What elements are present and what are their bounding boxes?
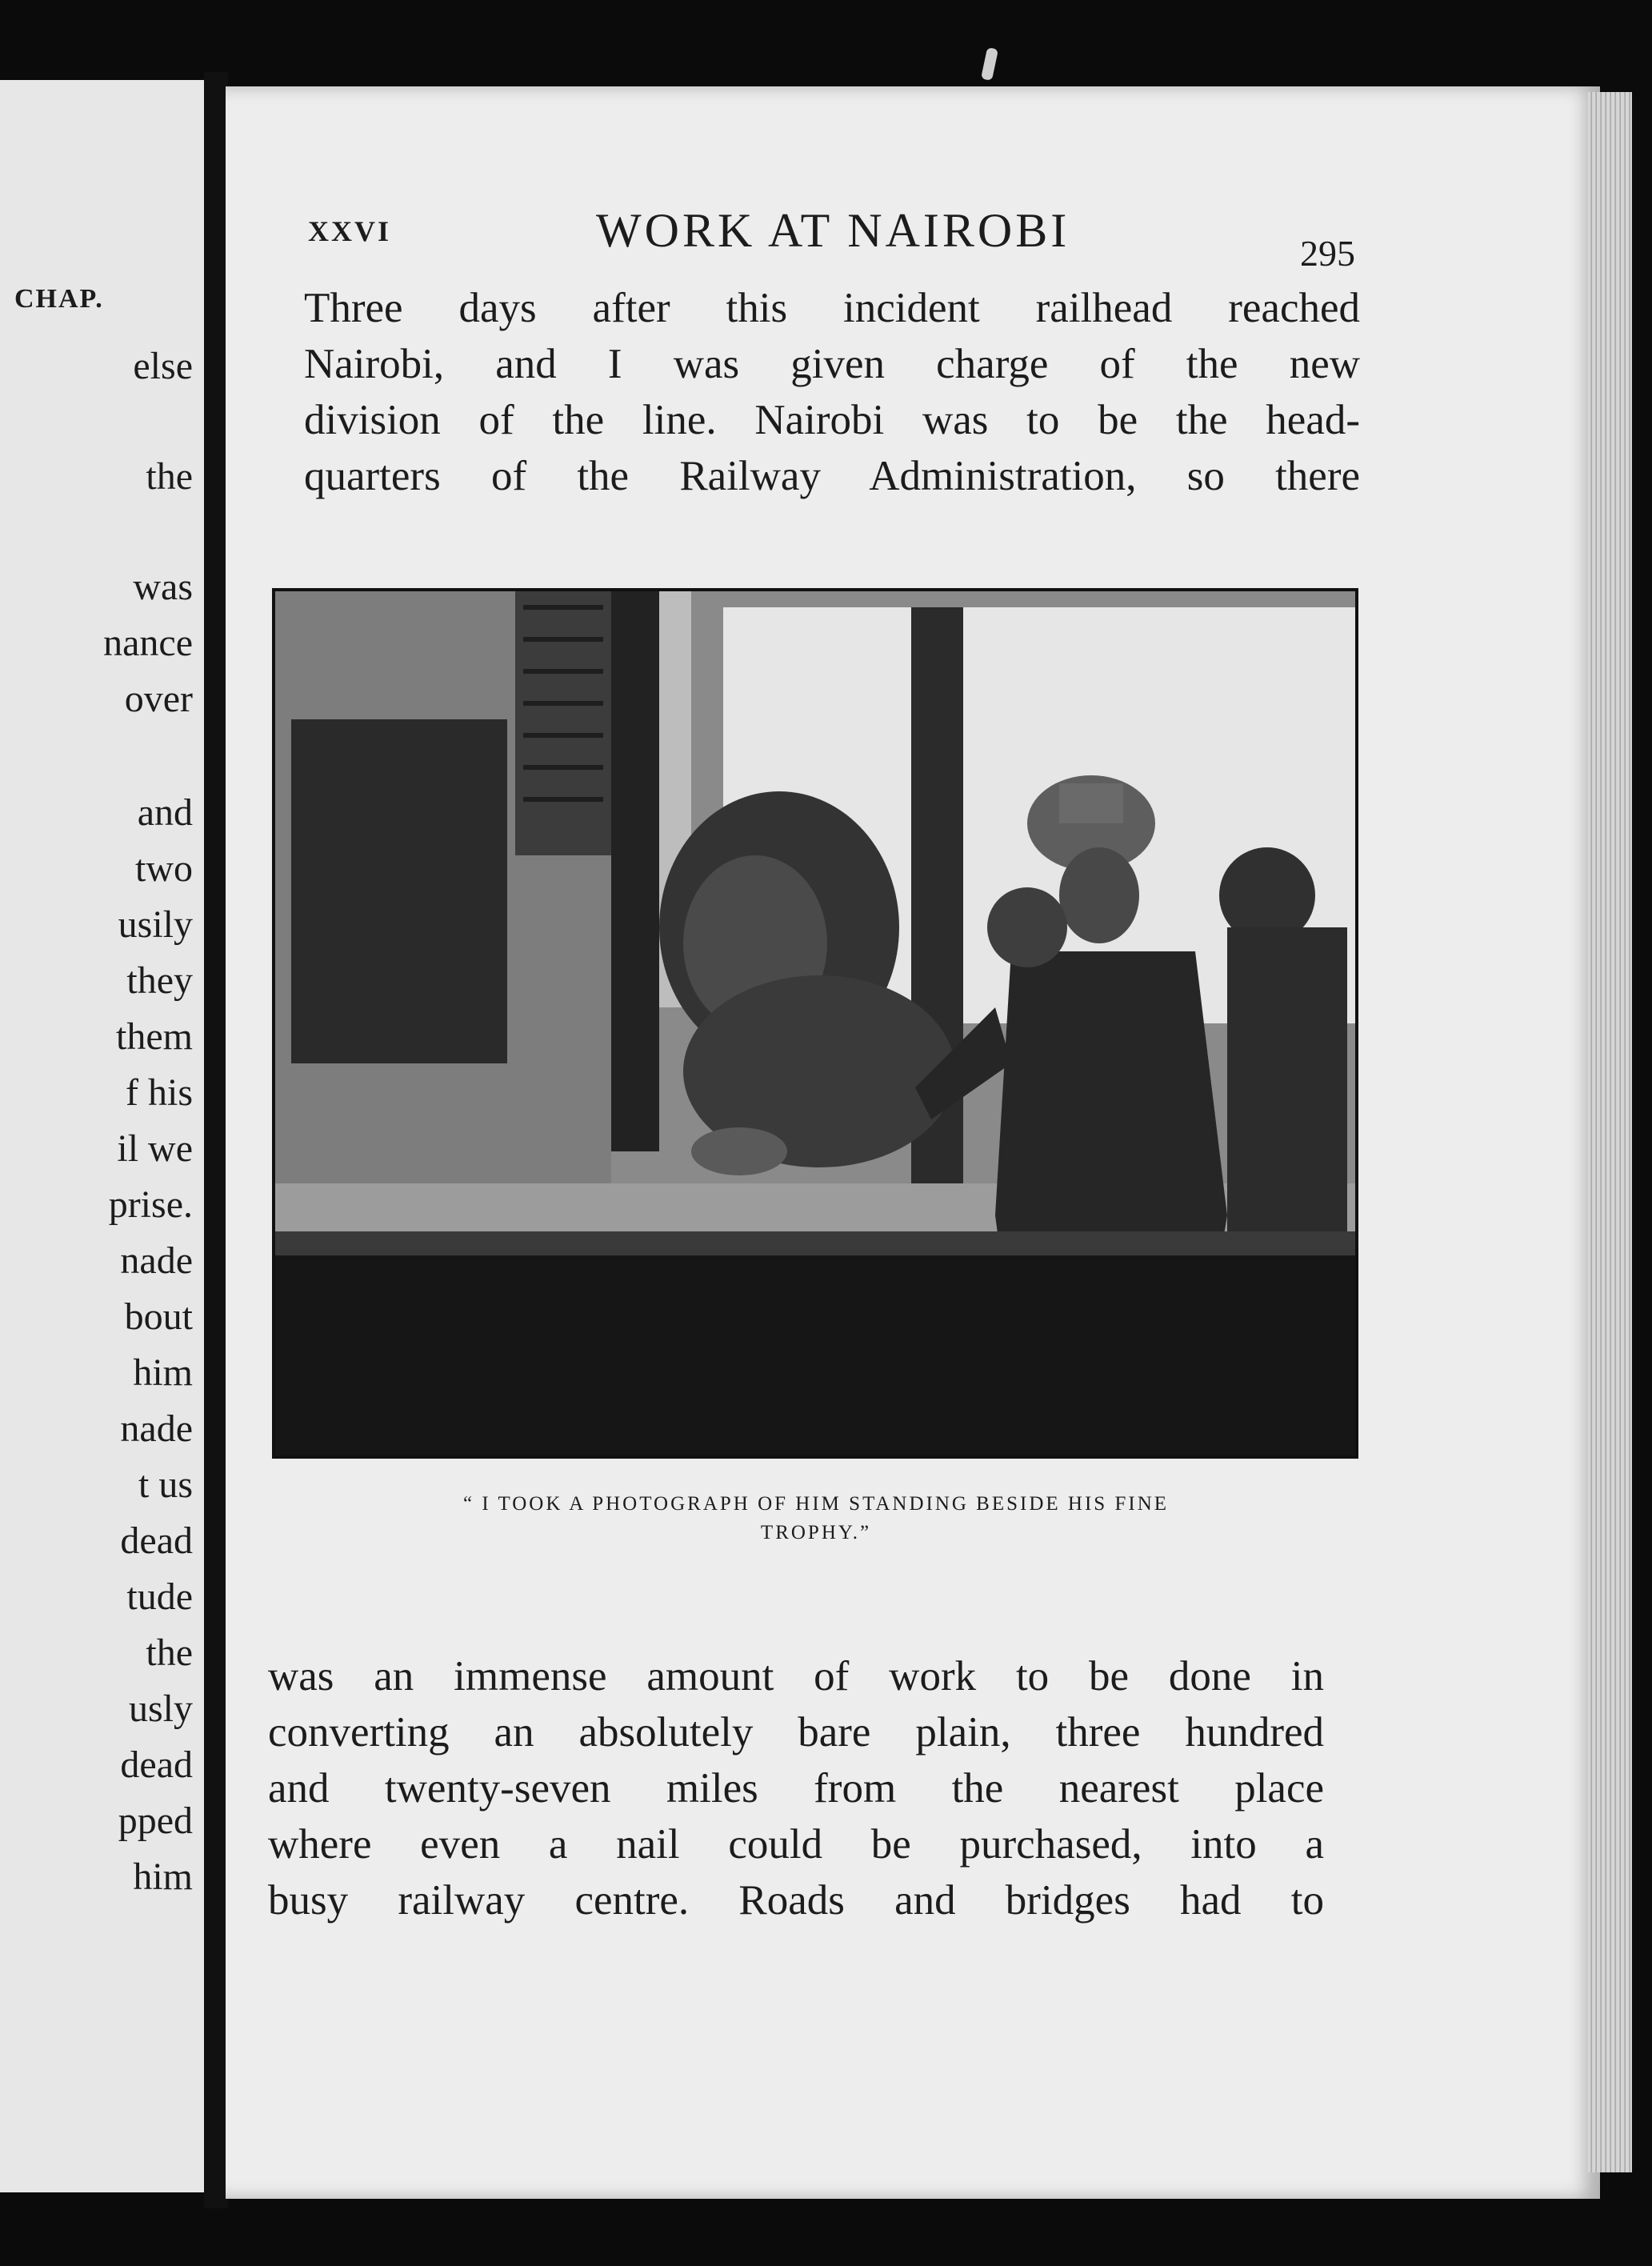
left-running-head: CHAP. — [14, 284, 104, 314]
left-line-fragment: him — [133, 1856, 193, 1898]
chapter-numeral: XXVI — [308, 215, 392, 247]
left-line-fragment: him — [133, 1351, 193, 1394]
left-line-fragment: them — [116, 1015, 193, 1058]
paragraph-line: converting an absolutely bare plain, three hundred — [268, 1709, 1324, 1756]
left-line-fragment: and — [137, 791, 193, 834]
left-line-fragment: pped — [118, 1800, 193, 1842]
left-line-fragment: bout — [124, 1295, 193, 1338]
left-line-fragment: usily — [118, 903, 193, 946]
top-paragraph — [304, 280, 1360, 504]
paragraph-line: busy railway centre. Roads and bridges had to — [268, 1877, 1324, 1924]
left-line-fragment: dead — [120, 1519, 193, 1562]
page-edges — [1588, 92, 1632, 2172]
left-line-fragment: tude — [126, 1575, 193, 1618]
left-page — [0, 80, 208, 2192]
paragraph-line: and twenty-seven miles from the nearest place — [268, 1765, 1324, 1812]
page-number: 295 — [1300, 233, 1355, 274]
left-line-fragment: two — [135, 847, 193, 890]
running-title: WORK AT NAIROBI — [596, 204, 1070, 257]
photo-caption — [264, 1490, 1368, 1547]
left-line-fragment: else — [133, 345, 193, 387]
running-head — [308, 204, 1364, 274]
paragraph-line: Nairobi, and I was given charge of the new — [304, 341, 1360, 387]
left-line-fragment: the — [146, 1631, 193, 1674]
paragraph-line: Three days after this incident railhead reached — [304, 285, 1360, 331]
left-line-fragment: they — [126, 959, 193, 1002]
scan-speck — [981, 47, 998, 81]
left-line-fragment: nance — [103, 622, 193, 664]
caption-line: “ I TOOK A PHOTOGRAPH OF HIM STANDING BESIDE HIS FINE — [462, 1493, 1170, 1515]
left-line-fragment: was — [133, 566, 193, 608]
paragraph-line: division of the line. Nairobi was to be the head- — [304, 397, 1360, 443]
paragraph-line: quarters of the Railway Administration, so there — [304, 453, 1360, 499]
left-line-fragment: usly — [128, 1687, 193, 1730]
left-line-fragment: nade — [120, 1239, 193, 1282]
paragraph-line: where even a nail could be purchased, into a — [268, 1821, 1324, 1868]
lion-trophy-photograph — [272, 588, 1358, 1459]
bottom-paragraph — [268, 1648, 1324, 1928]
left-line-fragment: t us — [138, 1463, 193, 1506]
left-line-fragment: nade — [120, 1407, 193, 1450]
paragraph-line: was an immense amount of work to be done in — [268, 1653, 1324, 1700]
left-line-fragment: over — [124, 678, 193, 720]
left-line-fragment: dead — [120, 1744, 193, 1786]
book-gutter — [204, 72, 228, 2208]
left-line-fragment: the — [146, 455, 193, 498]
left-line-fragment: il we — [117, 1127, 193, 1170]
photograph-image — [275, 591, 1355, 1455]
left-line-fragment: prise. — [108, 1183, 193, 1226]
left-line-fragment: f his — [126, 1071, 193, 1114]
caption-line: TROPHY.” — [760, 1522, 872, 1543]
